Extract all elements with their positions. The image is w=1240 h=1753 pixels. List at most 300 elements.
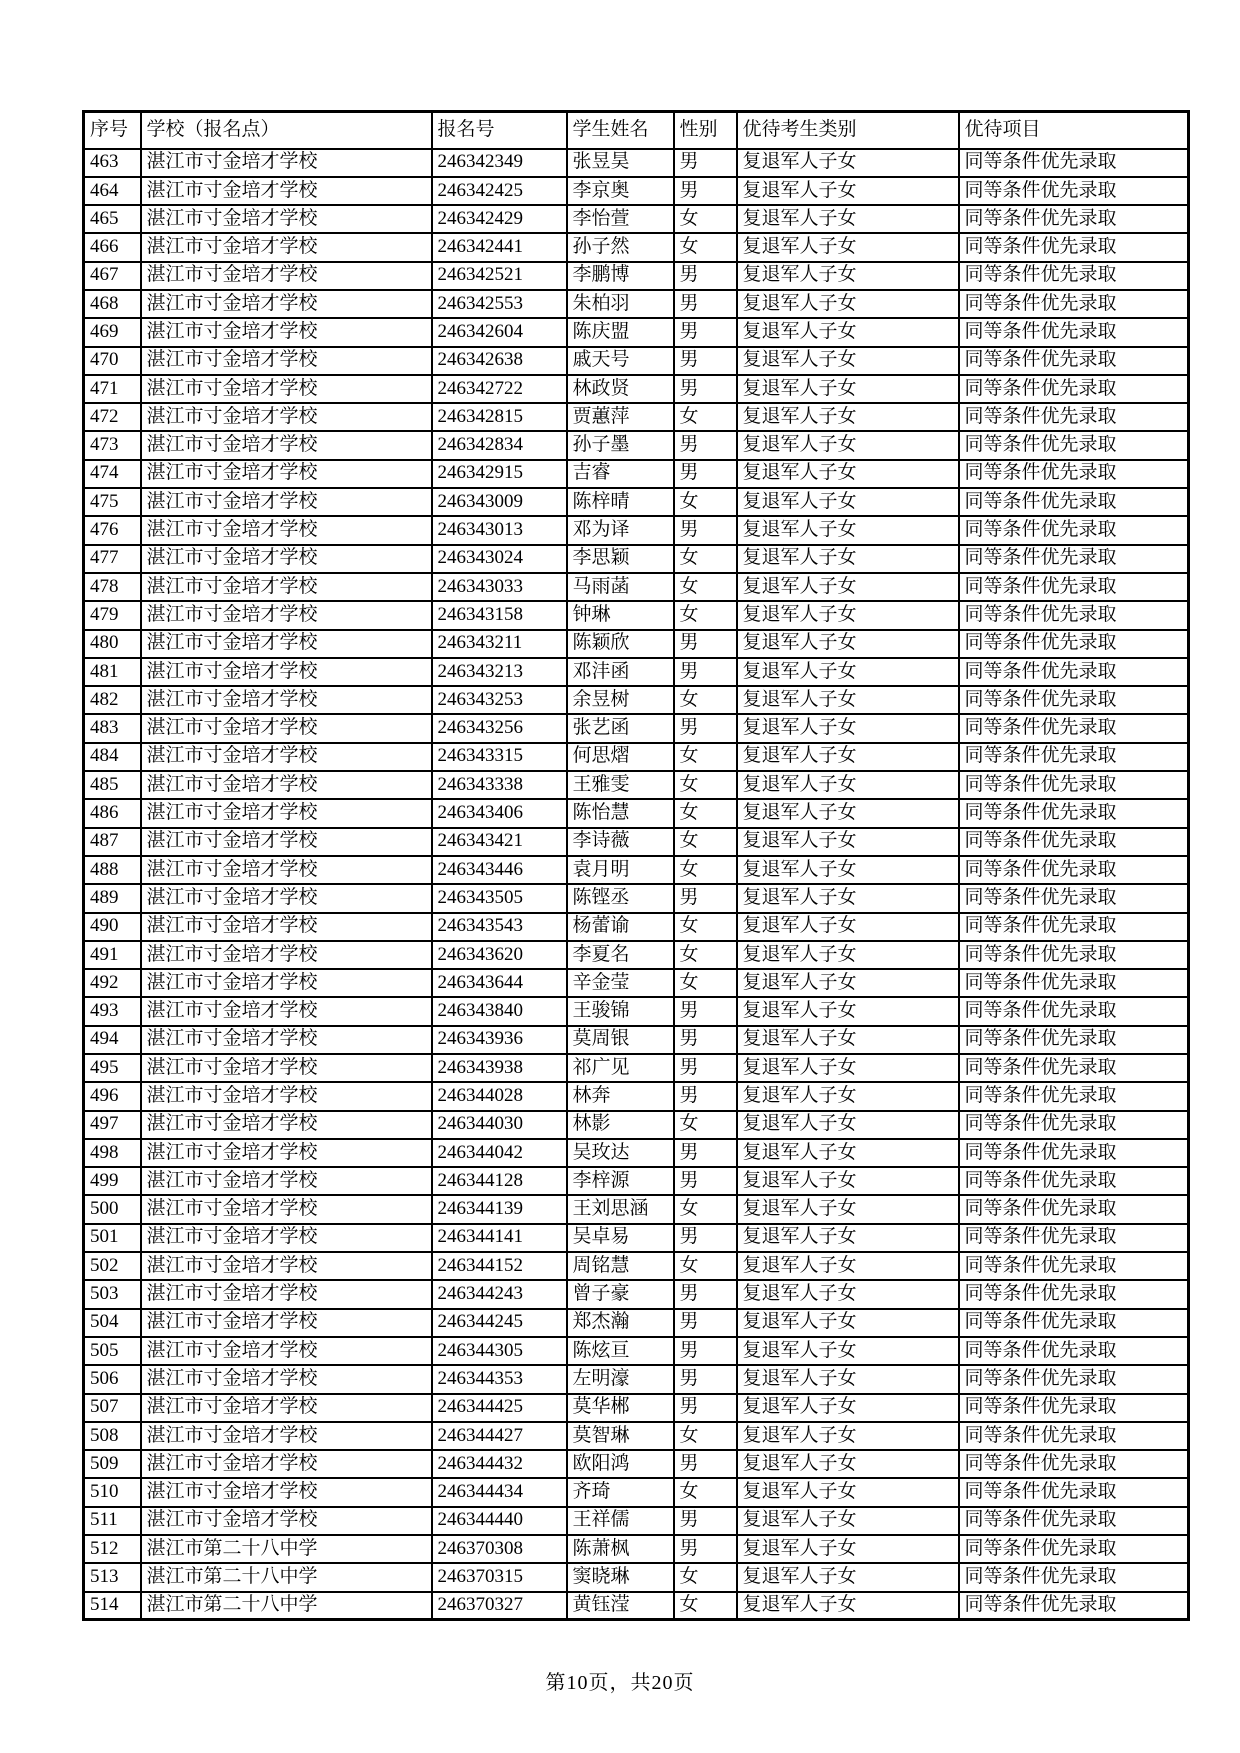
student-name-cell: 欧阳鸿 [567,1450,674,1478]
registration-number-cell: 246343013 [432,516,567,544]
serial-number-cell: 495 [84,1054,141,1082]
preferential-program-cell: 同等条件优先录取 [959,601,1189,629]
school-cell: 湛江市寸金培才学校 [141,1280,432,1308]
student-name-cell: 李夏名 [567,941,674,969]
registration-number-cell: 246342722 [432,375,567,403]
preferential-program-cell: 同等条件优先录取 [959,233,1189,261]
table-row [84,1054,1189,1082]
table-row [84,488,1189,516]
serial-number-cell: 468 [84,290,141,318]
registration-number-cell: 246344434 [432,1478,567,1506]
candidate-category-cell: 复退军人子女 [737,686,959,714]
registration-number-cell: 246344028 [432,1082,567,1110]
school-cell: 湛江市寸金培才学校 [141,488,432,516]
table-row [84,1111,1189,1139]
gender-cell: 男 [674,1337,737,1365]
candidate-category-cell: 复退军人子女 [737,828,959,856]
gender-cell: 男 [674,318,737,346]
student-name-cell: 王雅雯 [567,771,674,799]
preferential-program-cell: 同等条件优先录取 [959,714,1189,742]
school-cell: 湛江市寸金培才学校 [141,714,432,742]
serial-number-cell: 501 [84,1224,141,1252]
table-row [84,1592,1189,1620]
school-cell: 湛江市寸金培才学校 [141,1309,432,1337]
registration-number-cell: 246344030 [432,1111,567,1139]
school-cell: 湛江市寸金培才学校 [141,1167,432,1195]
preferential-program-cell: 同等条件优先录取 [959,913,1189,941]
student-name-cell: 邓沣函 [567,658,674,686]
serial-number-cell: 493 [84,997,141,1025]
registration-number-cell: 246343446 [432,856,567,884]
serial-number-cell: 502 [84,1252,141,1280]
serial-number-cell: 510 [84,1478,141,1506]
gender-cell: 男 [674,177,737,205]
preferential-program-cell: 同等条件优先录取 [959,630,1189,658]
candidate-category-cell: 复退军人子女 [737,1167,959,1195]
registration-number-cell: 246342553 [432,290,567,318]
school-cell: 湛江市寸金培才学校 [141,1394,432,1422]
preferential-program-cell: 同等条件优先录取 [959,1082,1189,1110]
student-name-cell: 莫华郴 [567,1394,674,1422]
preferential-program-cell: 同等条件优先录取 [959,177,1189,205]
candidate-category-cell: 复退军人子女 [737,516,959,544]
preferential-program-cell: 同等条件优先录取 [959,743,1189,771]
school-cell: 湛江市寸金培才学校 [141,913,432,941]
student-name-cell: 陈庆盟 [567,318,674,346]
candidate-category-cell: 复退军人子女 [737,1252,959,1280]
school-cell: 湛江市寸金培才学校 [141,799,432,827]
candidate-category-cell: 复退军人子女 [737,177,959,205]
table-row [84,1252,1189,1280]
candidate-category-cell: 复退军人子女 [737,1535,959,1563]
registration-number-cell: 246344243 [432,1280,567,1308]
student-name-cell: 莫智琳 [567,1422,674,1450]
table-row [84,431,1189,459]
table-body [84,149,1189,1620]
gender-cell: 女 [674,828,737,856]
school-cell: 湛江市寸金培才学校 [141,205,432,233]
candidate-category-cell: 复退军人子女 [737,1139,959,1167]
school-cell: 湛江市寸金培才学校 [141,177,432,205]
preferential-program-cell: 同等条件优先录取 [959,1054,1189,1082]
table-row [84,573,1189,601]
gender-cell: 女 [674,1478,737,1506]
student-name-cell: 杨蕾谕 [567,913,674,941]
school-cell: 湛江市寸金培才学校 [141,969,432,997]
registration-number-cell: 246343315 [432,743,567,771]
registration-number-cell: 246343406 [432,799,567,827]
table-row [84,1450,1189,1478]
candidate-category-cell: 复退军人子女 [737,149,959,177]
table-row [84,1280,1189,1308]
candidate-category-cell: 复退军人子女 [737,347,959,375]
school-cell: 湛江市寸金培才学校 [141,1422,432,1450]
gender-cell: 男 [674,1054,737,1082]
student-name-cell: 林影 [567,1111,674,1139]
student-name-cell: 齐琦 [567,1478,674,1506]
preferential-program-cell: 同等条件优先录取 [959,1535,1189,1563]
student-name-cell: 陈颖欣 [567,630,674,658]
serial-number-cell: 483 [84,714,141,742]
candidate-category-cell: 复退军人子女 [737,658,959,686]
candidate-category-cell: 复退军人子女 [737,290,959,318]
preferential-program-cell: 同等条件优先录取 [959,1309,1189,1337]
gender-cell: 女 [674,1111,737,1139]
preferential-program-cell: 同等条件优先录取 [959,997,1189,1025]
gender-cell: 男 [674,1365,737,1393]
candidate-category-cell: 复退军人子女 [737,460,959,488]
candidate-category-cell: 复退军人子女 [737,913,959,941]
preferential-program-cell: 同等条件优先录取 [959,1167,1189,1195]
school-cell: 湛江市第二十八中学 [141,1563,432,1591]
gender-cell: 男 [674,149,737,177]
school-cell: 湛江市寸金培才学校 [141,771,432,799]
gender-cell: 男 [674,714,737,742]
preferential-program-cell: 同等条件优先录取 [959,1478,1189,1506]
school-cell: 湛江市寸金培才学校 [141,941,432,969]
preferential-program-cell: 同等条件优先录取 [959,1365,1189,1393]
school-cell: 湛江市寸金培才学校 [141,997,432,1025]
serial-number-cell: 514 [84,1592,141,1620]
student-name-cell: 李诗薇 [567,828,674,856]
school-cell: 湛江市寸金培才学校 [141,856,432,884]
registration-number-cell: 246344139 [432,1195,567,1223]
registration-number-cell: 246344141 [432,1224,567,1252]
registration-number-cell: 246344305 [432,1337,567,1365]
gender-cell: 女 [674,573,737,601]
gender-cell: 女 [674,403,737,431]
student-name-cell: 李鹏博 [567,262,674,290]
serial-number-cell: 464 [84,177,141,205]
registration-number-cell: 246343033 [432,573,567,601]
preferential-program-cell: 同等条件优先录取 [959,516,1189,544]
column-header-gender: 性别 [674,112,737,149]
candidate-category-cell: 复退军人子女 [737,431,959,459]
gender-cell: 男 [674,516,737,544]
candidate-category-cell: 复退军人子女 [737,969,959,997]
registration-number-cell: 246344440 [432,1507,567,1535]
preferential-program-cell: 同等条件优先录取 [959,1139,1189,1167]
school-cell: 湛江市寸金培才学校 [141,884,432,912]
gender-cell: 女 [674,1563,737,1591]
serial-number-cell: 472 [84,403,141,431]
student-name-cell: 孙子墨 [567,431,674,459]
serial-number-cell: 494 [84,1026,141,1054]
student-name-cell: 黄钰滢 [567,1592,674,1620]
candidate-category-cell: 复退军人子女 [737,743,959,771]
serial-number-cell: 512 [84,1535,141,1563]
preferential-program-cell: 同等条件优先录取 [959,1280,1189,1308]
registration-number-cell: 246344432 [432,1450,567,1478]
registration-number-cell: 246342638 [432,347,567,375]
registration-number-cell: 246343211 [432,630,567,658]
candidate-category-cell: 复退军人子女 [737,375,959,403]
preferential-program-cell: 同等条件优先录取 [959,1026,1189,1054]
column-header-candidate-category: 优待考生类别 [737,112,959,149]
gender-cell: 女 [674,941,737,969]
gender-cell: 男 [674,1224,737,1252]
serial-number-cell: 497 [84,1111,141,1139]
registration-number-cell: 246342915 [432,460,567,488]
gender-cell: 女 [674,856,737,884]
table-row [84,658,1189,686]
registration-number-cell: 246344425 [432,1394,567,1422]
student-name-cell: 贾蕙萍 [567,403,674,431]
preferential-program-cell: 同等条件优先录取 [959,1394,1189,1422]
gender-cell: 男 [674,431,737,459]
table-row [84,601,1189,629]
preferential-program-cell: 同等条件优先录取 [959,856,1189,884]
school-cell: 湛江市第二十八中学 [141,1592,432,1620]
gender-cell: 男 [674,1450,737,1478]
gender-cell: 女 [674,799,737,827]
table-row [84,771,1189,799]
table-row [84,1535,1189,1563]
table-row [84,545,1189,573]
gender-cell: 男 [674,997,737,1025]
gender-cell: 女 [674,686,737,714]
candidate-category-cell: 复退军人子女 [737,1195,959,1223]
preferential-program-cell: 同等条件优先录取 [959,205,1189,233]
preferential-program-cell: 同等条件优先录取 [959,771,1189,799]
table-row [84,1082,1189,1110]
serial-number-cell: 463 [84,149,141,177]
preferential-program-cell: 同等条件优先录取 [959,347,1189,375]
preferential-program-cell: 同等条件优先录取 [959,1422,1189,1450]
school-cell: 湛江市寸金培才学校 [141,1195,432,1223]
candidate-category-cell: 复退军人子女 [737,1507,959,1535]
student-name-cell: 王祥儒 [567,1507,674,1535]
candidate-category-cell: 复退军人子女 [737,1082,959,1110]
table-row [84,233,1189,261]
school-cell: 湛江市寸金培才学校 [141,1224,432,1252]
column-header-student-name: 学生姓名 [567,112,674,149]
school-cell: 湛江市寸金培才学校 [141,431,432,459]
table-row [84,1563,1189,1591]
candidate-category-cell: 复退军人子女 [737,1478,959,1506]
registration-number-cell: 246343543 [432,913,567,941]
student-name-cell: 曾子豪 [567,1280,674,1308]
candidate-category-cell: 复退军人子女 [737,1394,959,1422]
serial-number-cell: 499 [84,1167,141,1195]
serial-number-cell: 504 [84,1309,141,1337]
school-cell: 湛江市寸金培才学校 [141,460,432,488]
serial-number-cell: 467 [84,262,141,290]
serial-number-cell: 478 [84,573,141,601]
candidate-category-cell: 复退军人子女 [737,1592,959,1620]
serial-number-cell: 503 [84,1280,141,1308]
gender-cell: 女 [674,1252,737,1280]
registration-number-cell: 246343158 [432,601,567,629]
preferential-program-cell: 同等条件优先录取 [959,941,1189,969]
preferential-program-cell: 同等条件优先录取 [959,545,1189,573]
preferential-program-cell: 同等条件优先录取 [959,375,1189,403]
registration-number-cell: 246343024 [432,545,567,573]
preferential-program-cell: 同等条件优先录取 [959,149,1189,177]
school-cell: 湛江市寸金培才学校 [141,630,432,658]
student-name-cell: 李思颖 [567,545,674,573]
school-cell: 湛江市寸金培才学校 [141,686,432,714]
registration-number-cell: 246343505 [432,884,567,912]
student-name-cell: 周铭慧 [567,1252,674,1280]
registration-number-cell: 246370308 [432,1535,567,1563]
student-name-cell: 窦晓琳 [567,1563,674,1591]
candidate-category-cell: 复退军人子女 [737,1224,959,1252]
candidate-category-cell: 复退军人子女 [737,403,959,431]
table-row [84,290,1189,318]
student-name-cell: 陈怡慧 [567,799,674,827]
table-row [84,516,1189,544]
student-name-cell: 林政贤 [567,375,674,403]
student-name-cell: 陈萧枫 [567,1535,674,1563]
candidate-category-cell: 复退军人子女 [737,941,959,969]
candidate-category-cell: 复退军人子女 [737,1026,959,1054]
candidate-category-cell: 复退军人子女 [737,630,959,658]
serial-number-cell: 477 [84,545,141,573]
serial-number-cell: 484 [84,743,141,771]
table-row [84,347,1189,375]
registration-number-cell: 246343253 [432,686,567,714]
registration-number-cell: 246343338 [432,771,567,799]
student-name-cell: 陈梓晴 [567,488,674,516]
preferential-program-cell: 同等条件优先录取 [959,1337,1189,1365]
candidate-category-cell: 复退军人子女 [737,997,959,1025]
registration-number-cell: 246344128 [432,1167,567,1195]
candidate-category-cell: 复退军人子女 [737,205,959,233]
student-name-cell: 何思熠 [567,743,674,771]
table-row [84,375,1189,403]
table-row [84,205,1189,233]
table-row [84,997,1189,1025]
serial-number-cell: 488 [84,856,141,884]
column-header-preferential-program: 优待项目 [959,112,1189,149]
school-cell: 湛江市寸金培才学校 [141,545,432,573]
registration-number-cell: 246343421 [432,828,567,856]
serial-number-cell: 511 [84,1507,141,1535]
student-name-cell: 莫周银 [567,1026,674,1054]
serial-number-cell: 475 [84,488,141,516]
school-cell: 湛江市寸金培才学校 [141,318,432,346]
gender-cell: 女 [674,488,737,516]
registration-number-cell: 246344152 [432,1252,567,1280]
gender-cell: 男 [674,1280,737,1308]
registration-number-cell: 246343213 [432,658,567,686]
candidate-category-cell: 复退军人子女 [737,573,959,601]
school-cell: 湛江市寸金培才学校 [141,149,432,177]
table-row [84,262,1189,290]
student-name-cell: 吴卓易 [567,1224,674,1252]
registration-number-cell: 246342425 [432,177,567,205]
serial-number-cell: 498 [84,1139,141,1167]
student-name-cell: 陈炫亘 [567,1337,674,1365]
preferential-program-cell: 同等条件优先录取 [959,1450,1189,1478]
school-cell: 湛江市寸金培才学校 [141,828,432,856]
table-row [84,460,1189,488]
candidate-category-cell: 复退军人子女 [737,856,959,884]
student-name-cell: 张昱昊 [567,149,674,177]
preferential-program-cell: 同等条件优先录取 [959,1224,1189,1252]
registration-number-cell: 246342441 [432,233,567,261]
gender-cell: 男 [674,630,737,658]
gender-cell: 女 [674,771,737,799]
registration-number-cell: 246342429 [432,205,567,233]
school-cell: 湛江市寸金培才学校 [141,1365,432,1393]
column-header-school: 学校（报名点） [141,112,432,149]
student-name-cell: 林奔 [567,1082,674,1110]
candidate-category-cell: 复退军人子女 [737,799,959,827]
serial-number-cell: 469 [84,318,141,346]
gender-cell: 女 [674,1195,737,1223]
candidate-category-cell: 复退军人子女 [737,771,959,799]
serial-number-cell: 513 [84,1563,141,1591]
registration-number-cell: 246342815 [432,403,567,431]
serial-number-cell: 481 [84,658,141,686]
gender-cell: 男 [674,1394,737,1422]
candidate-category-cell: 复退军人子女 [737,1280,959,1308]
school-cell: 湛江市寸金培才学校 [141,1111,432,1139]
student-name-cell: 祁广见 [567,1054,674,1082]
preferential-program-cell: 同等条件优先录取 [959,828,1189,856]
table-row [84,828,1189,856]
student-name-cell: 朱柏羽 [567,290,674,318]
gender-cell: 男 [674,1082,737,1110]
candidate-category-cell: 复退军人子女 [737,262,959,290]
serial-number-cell: 482 [84,686,141,714]
gender-cell: 女 [674,545,737,573]
page-number-footer: 第10页，共20页 [545,1672,695,1694]
student-name-cell: 邓为译 [567,516,674,544]
preferential-program-cell: 同等条件优先录取 [959,1563,1189,1591]
school-cell: 湛江市寸金培才学校 [141,1082,432,1110]
candidate-category-cell: 复退军人子女 [737,545,959,573]
student-name-cell: 李怡萱 [567,205,674,233]
gender-cell: 男 [674,347,737,375]
preferential-program-cell: 同等条件优先录取 [959,318,1189,346]
school-cell: 湛江市寸金培才学校 [141,1337,432,1365]
school-cell: 湛江市寸金培才学校 [141,1478,432,1506]
table-row [84,941,1189,969]
table-row [84,403,1189,431]
serial-number-cell: 474 [84,460,141,488]
serial-number-cell: 508 [84,1422,141,1450]
preferential-program-cell: 同等条件优先录取 [959,1507,1189,1535]
serial-number-cell: 500 [84,1195,141,1223]
preferential-program-cell: 同等条件优先录取 [959,403,1189,431]
gender-cell: 女 [674,601,737,629]
school-cell: 湛江市寸金培才学校 [141,403,432,431]
preferential-program-cell: 同等条件优先录取 [959,1111,1189,1139]
serial-number-cell: 506 [84,1365,141,1393]
table-row [84,177,1189,205]
serial-number-cell: 466 [84,233,141,261]
preferential-program-cell: 同等条件优先录取 [959,884,1189,912]
table-row [84,1167,1189,1195]
registration-number-cell: 246344042 [432,1139,567,1167]
student-name-cell: 张艺函 [567,714,674,742]
serial-number-cell: 470 [84,347,141,375]
student-name-cell: 李京奥 [567,177,674,205]
gender-cell: 男 [674,460,737,488]
preferential-program-cell: 同等条件优先录取 [959,262,1189,290]
registration-number-cell: 246344245 [432,1309,567,1337]
preferential-program-cell: 同等条件优先录取 [959,969,1189,997]
registration-number-cell: 246343009 [432,488,567,516]
gender-cell: 男 [674,290,737,318]
preferential-program-cell: 同等条件优先录取 [959,686,1189,714]
student-name-cell: 李梓源 [567,1167,674,1195]
school-cell: 湛江市寸金培才学校 [141,290,432,318]
serial-number-cell: 485 [84,771,141,799]
